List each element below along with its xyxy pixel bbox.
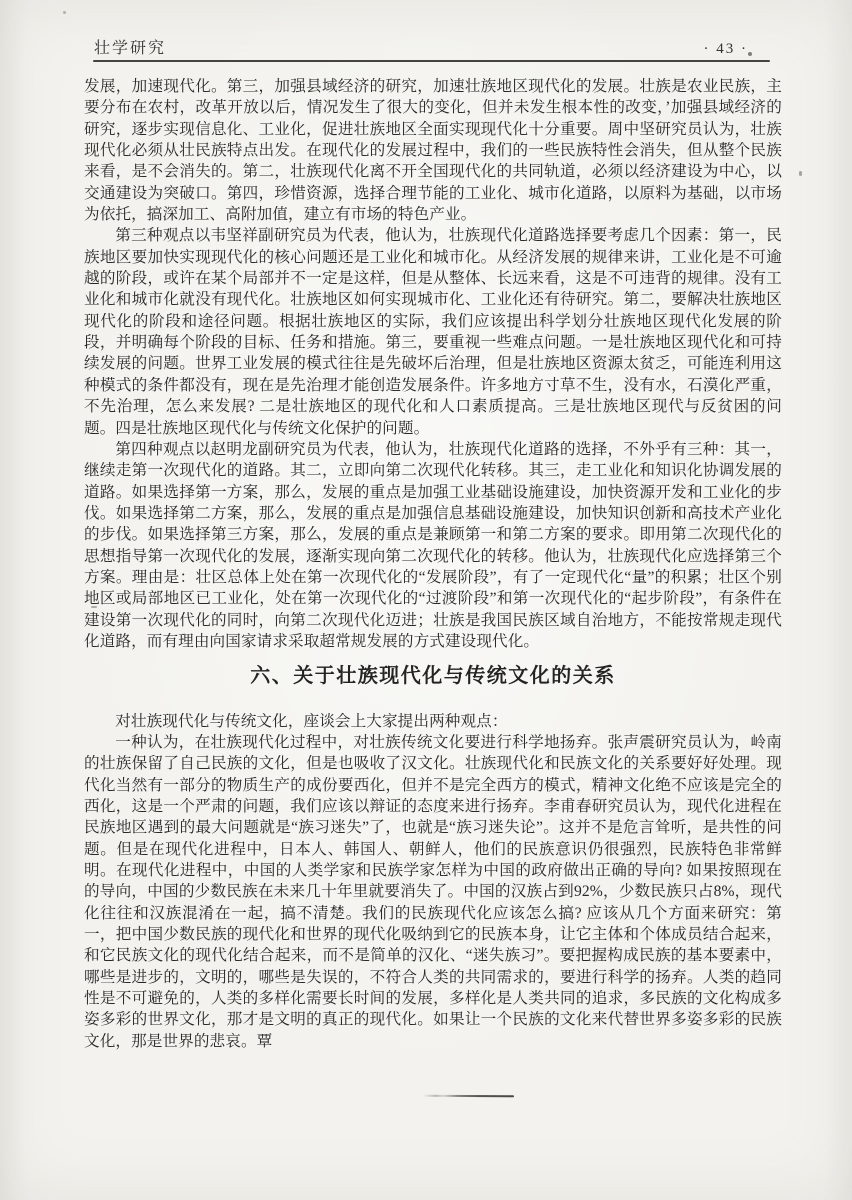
page-number: · 43 · xyxy=(703,41,748,57)
running-header xyxy=(94,35,770,58)
scan-speck xyxy=(748,52,752,56)
header-rule-divider xyxy=(93,60,770,62)
journal-title: 壮学研究 xyxy=(94,40,167,57)
paragraph-two-views-intro: 对壮族现代化与传统文化，座谈会上大家提出两种观点： xyxy=(115,712,508,730)
scan-speck xyxy=(63,11,66,14)
section-heading: 六、关于壮族现代化与传统文化的关系 xyxy=(250,665,616,688)
paragraph-fourth-viewpoint: 第四种观点以赵明龙副研究员为代表，他认为，壮族现代化道路的选择，不外乎有三种：其一，继续走第一次现代化的道路。其二，立即向第二次现代化转移。其三，走工业化和知识化协调发展的道路。如果选择第一方案，那么，发展的重点是加强工业基础设施建设，加快资源开发和工业化的步伐。如果选择第二方案，那么，发展的重点是加强信息基础设施建设，加快知识创新和高技术产业化的步伐。如果选择第三方案，那么，发展的重点是兼顾第一和第二方案的要求。即用第二次现代化的思想指导第一次现代化的发展，逐渐实现向第二次现代化的转移。他认为，壮族现代化应选择第三个方案。理由是：壮区总体上处在第一次现代化的“发展阶段”，有了一定现代化“量”的积累；壮区个别地区或局部地区已工业化，处在第一次现代化的“过渡阶段”和第一次现代化的“起步阶段”，有条件在建设第一次现代化的同时，向第二次现代化迈进；壮族是我国民族区域自治地方，不能按常规走现代化道路，而有理由向国家请求采取超常规发展的方式建设现代化。 xyxy=(84,440,782,650)
paragraph-continuation: 发展，加速现代化。第三，加强县域经济的研究，加速壮族地区现代化的发展。壮族是农业民族，主要分布在农村，改革开放以后，情况发生了很大的变化，但并未发生根本性的改变，’加强县域经济的研究，逐步实现信息化、工业化，促进壮族地区全面实现现代化十分重要。周中坚研究员认为，壮族现代化必须从壮民族特点出发。在现代化的发展过程中，我们的一些民族特性会消失，但从整个民族来看，是不会消失的。第二，壮族现代化离不开全国现代化的共同轨道，必须以经济建设为中心，以交通建设为突破口。第四，珍惜资源，选择合理节能的工业化、城市化道路，以原料为基础，以市场为依托，搞深加工、高附加值，建立有市场的特色产业。 xyxy=(84,78,782,224)
scan-speck xyxy=(799,171,802,176)
scan-speck xyxy=(91,606,97,608)
article-body xyxy=(84,76,782,1052)
scan-smudge-mark xyxy=(423,1095,514,1098)
paragraph-third-viewpoint: 第三种观点以韦坚祥副研究员为代表，他认为，壮族现代化道路选择要考虑几个因素：第一，民族地区要加快实现现代化的核心问题还是工业化和城市化。从经济发展的规律来讲，工业化是不可逾越的阶段，或许在某个局部并不一定是这样，但是从整体、长远来看，这是不可违背的规律。没有工业化和城市化就没有现代化。壮族地区如何实现城市化、工业化还有待研究。第二，要解决壮族地区现代化的阶段和途径问题。根据壮族地区的实际，我们应该提出科学划分壮族地区现代化发展的阶段，并明确每个阶段的目标、任务和措施。第三，要重视一些难点问题。一是壮族地区现代化和可持续发展的问题。世界工业发展的模式往往是先破坏后治理，但是壮族地区资源太贫乏，可能连利用这种模式的条件都没有，现在是先治理才能创造发展条件。许多地方寸草不生，没有水，石漠化严重，不先治理，怎么来发展? 二是壮族地区的现代化和人口素质提高。三是壮族地区现代与反贫困的问题。四是壮族地区现代化与传统文化保护的问题。 xyxy=(84,227,782,437)
paragraph-first-view: 一种认为，在壮族现代化过程中，对壮族传统文化要进行科学地扬弃。张声震研究员认为，岭南的壮族保留了自己民族的文化，但是也吸收了汉文化。壮族现代化和民族文化的关系要好好处理。现代化当然有一部分的物质生产的成份要西化，但并不是完全西方的模式，精神文化绝不应该是完全的西化，这是一个严肃的问题，我们应该以辩证的态度来进行扬弃。李甫春研究员认为，现代化进程在民族地区遇到的最大问题就是“族习迷失”了，也就是“族习迷失论”。这并不是危言耸听，是共性的问题。但是在现代化进程中，日本人、韩国人、朝鲜人，他们的民族意识仍很强烈，民族特色非常鲜明。在现代化进程中，中国的人类学家和民族学家怎样为中国的政府做出正确的导向? 如果按照现在的导向，中国的少数民族在未来几十年里就要消失了。中国的汉族占到92%，少数民族只占8%，现代化往往和汉族混淆在一起，搞不清楚。我们的民族现代化应该怎么搞? 应该从几个方面来研究：第一，把中国少数民族的现代化和世界的现代化吸纳到它的民族本身，让它主体和个体成员结合起来，和它民族文化的现代化结合起来，而不是简单的汉化、“迷失族习”。要把握构成民族的基本要素中，哪些是进步的，文明的，哪些是失误的，不符合人类的共同需求的，要进行科学的扬弃。人类的趋同性是不可避免的，人类的多样化需要长时间的发展，多样化是人类共同的追求，多民族的文化构成多姿多彩的世界文化，那才是文明的真正的现代化。如果让一个民族的文化来代替世界多姿多彩的民族文化，那是世界的悲哀。覃 xyxy=(84,733,782,1050)
